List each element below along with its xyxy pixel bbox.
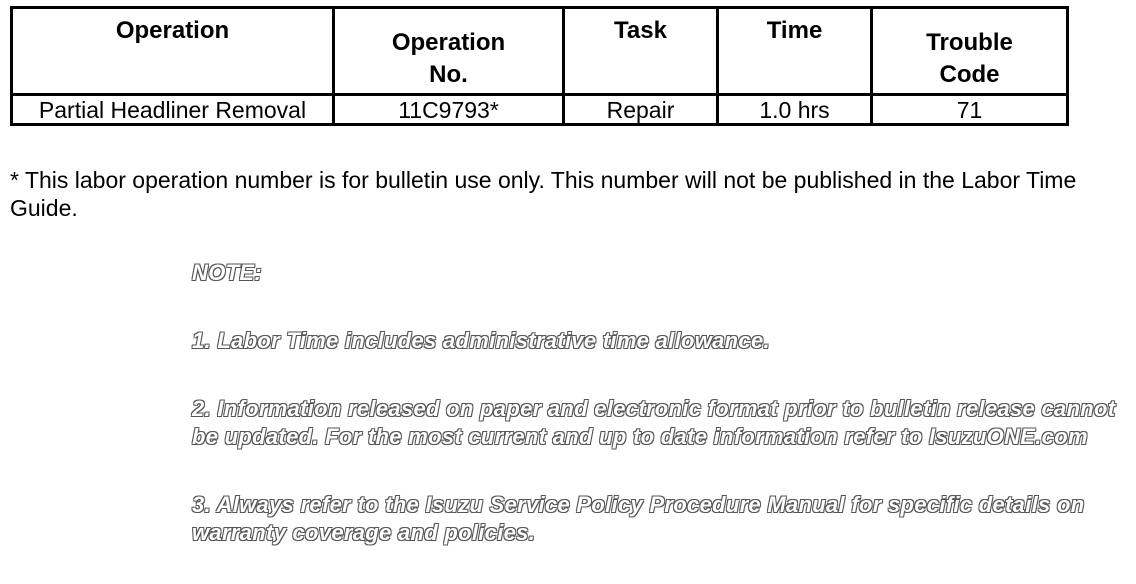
header-operation-no-line1: Operation <box>391 29 506 56</box>
header-trouble-code-line2: Code <box>939 61 1000 88</box>
labor-operation-table <box>10 6 1069 126</box>
cell-operation-no: 11C9793* <box>334 95 564 125</box>
header-trouble-code-line1: Trouble <box>926 29 1013 56</box>
header-operation-label: Operation <box>115 17 230 44</box>
cell-operation: Partial Headliner Removal <box>12 95 334 125</box>
cell-task: Repair <box>564 95 718 125</box>
note-item-1: 1. Labor Time includes administrative time allowance. <box>192 328 770 353</box>
header-time <box>718 8 872 95</box>
header-task-label: Task <box>614 17 667 44</box>
header-trouble-code <box>872 8 1068 95</box>
cell-time: 1.0 hrs <box>718 95 872 125</box>
note-item-3: 3. Always refer to the Isuzu Service Policy Procedure Manual for specific details on warranty coverage and policies. <box>192 492 1085 545</box>
labor-footnote: * This labor operation number is for bulletin use only. This number will not be published in the Labor Time Guide. <box>10 167 1077 221</box>
header-operation <box>12 8 334 95</box>
cell-trouble-code: 71 <box>872 95 1068 125</box>
header-operation-no-line2: No. <box>429 61 468 88</box>
notes-section <box>192 259 1122 547</box>
header-task <box>564 8 718 95</box>
table-row <box>12 95 1068 125</box>
table-header-row <box>12 8 1068 95</box>
header-operation-no <box>334 8 564 95</box>
note-item-2: 2. Information released on paper and electronic format prior to bulletin release cannot be updated. For the most current and up to date information refer to IsuzuONE.com <box>192 396 1116 449</box>
header-time-label: Time <box>766 17 823 44</box>
notes-heading: NOTE: <box>192 260 262 285</box>
